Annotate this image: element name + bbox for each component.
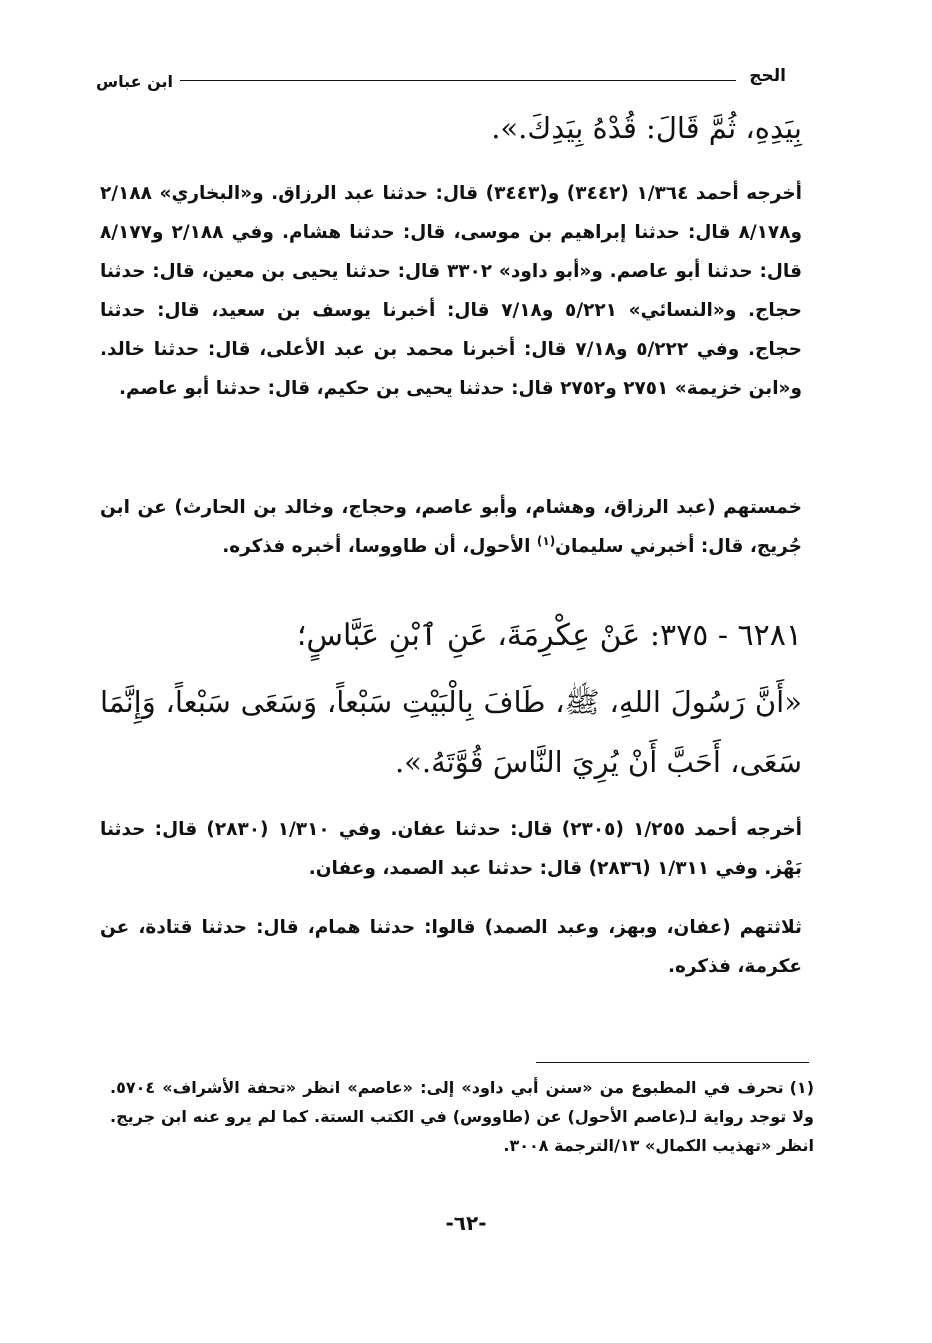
page-number: -٦٢- [445,1211,487,1235]
hadith-text: «أَنَّ رَسُولَ اللهِ، ﷺ، طَافَ بِالْبَيْتِ سَبْعاً، وَسَعَى سَبْعاً، وَإِنَّمَا سَعَى، أَحَبَّ أَنْ يُرِيَ النَّاسَ قُوَّتَهُ.». [100,685,802,779]
running-header [96,66,786,94]
header-chapter-title: الحج [749,66,786,86]
header-rule [180,80,736,81]
hadith-heading: ٦٢٨١ - ٣٧٥: عَنْ عِكْرِمَةَ، عَنِ ٱبْنِ عَبَّاسٍ؛ [296,618,802,653]
takhrij-paragraph-2: أخرجه أحمد ١/٢٥٥ (٢٣٠٥) قال: حدثنا عفان. وفي ١/٣١٠ (٢٨٣٠) قال: حدثنا بَهْز. وفي ١/٣١١ (٢٨٣٦) قال: حدثنا عبد الصمد، وعفان. [100,819,803,879]
isnad-paragraph [100,488,802,566]
takhrij-paragraph: أخرجه أحمد ١/٣٦٤ (٣٤٤٢) و(٣٤٤٣) قال: حدثنا عبد الرزاق. و«البخاري» ٢/١٨٨ و٨/١٧٨ قال: حدثنا إبراهيم بن موسى، قال: حدثنا هشام. وفي ٢/١٨٨ و٨/١٧٧ قال: حدثنا أبو عاصم. و«أبو داود» ٣٣٠٢ قال: حدثنا يحيى بن معين، قال: حدثنا حجاج. و«النسائي» ٥/٢٢١ و٧/١٨ قال: أخبرنا يوسف بن سعيد، قال: حدثنا حجاج. وفي ٥/٢٢٢ و٧/١٨ قال: أخبرنا محمد بن عبد الأعلى، قال: حدثنا خالد. و«ابن خزيمة» ٢٧٥١ و٢٧٥٢ قال: حدثنا يحيى بن حكيم، قال: حدثنا أبو عاصم. [100,183,802,399]
footnote-marker: (١) [789,1078,814,1097]
isnad-text-start: خمستهم (عبد الرزاق، وهشام، وأبو عاصم، وحجاج، وخالد بن الحارث) عن ابن جُريج، قال: أخبرني سليمان [100,497,802,557]
isnad-paragraph-2: ثلاثتهم (عفان، وبهز، وعبد الصمد) قالوا: حدثنا همام، قال: حدثنا قتادة، عن عكرمة، فذكره. [100,917,802,977]
isnad-text-end: الأحول، أن طاووسا، أخبره فذكره. [222,536,537,557]
footnote-text: تحرف في المطبوع من «سنن أبي داود» إلى: «عاصم» انظر «تحفة الأشراف» ٥٧٠٤. ولا توجد رواية لـ(عاصم الأحول) عن (طاووس) في الكتب الستة. كما لم يرو عنه ابن جريج. انظر «تهذيب الكمال» ١٣/الترجمة ٣٠٠٨. [110,1078,814,1155]
hadith-text-continuation: بِيَدِهِ، ثُمَّ قَالَ: قُدْهُ بِيَدِكَ.». [491,111,802,145]
header-section-title: ابن عباس [96,72,174,91]
footnote-separator [536,1062,809,1063]
footnote-reference: (١) [536,533,556,548]
footnote [110,1073,814,1160]
